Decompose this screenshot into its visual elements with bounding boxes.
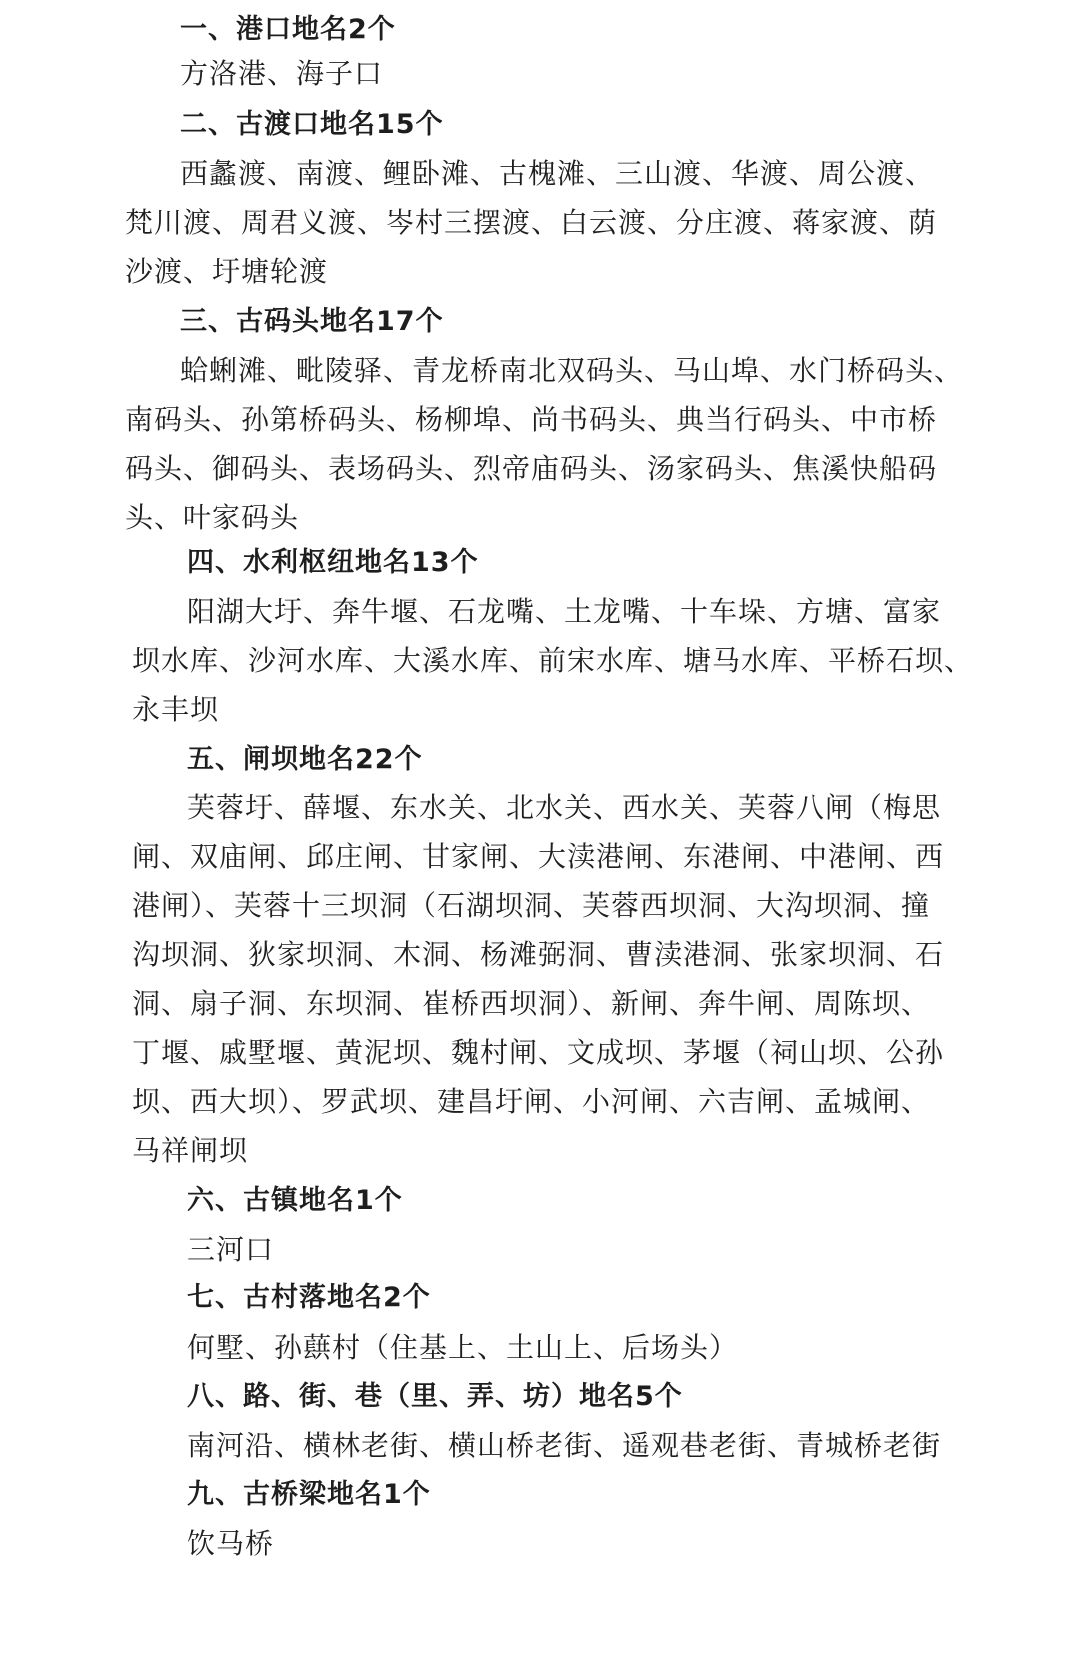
section-line: 沙渡、圩塘轮渡 [125,255,329,288]
section-line: 阳湖大圩、奔牛堰、石龙嘴、土龙嘴、十车垛、方塘、富家 [187,595,942,628]
section-line: 蛤蜊滩、毗陵驿、青龙桥南北双码头、马山埠、水门桥码头、 [180,354,964,387]
section-line: 坝、西大坝）、罗武坝、建昌圩闸、小河闸、六吉闸、孟城闸、 [132,1085,931,1118]
section-heading-wharves: 三、古码头地名17个 [180,306,444,337]
section-heading-hydraulic-hubs: 四、水利枢纽地名13个 [187,547,479,578]
section-heading-ferries: 二、古渡口地名15个 [180,109,444,140]
section-line: 永丰坝 [132,693,220,726]
section-line: 何墅、孙蕻村（住基上、土山上、后场头） [187,1331,739,1364]
section-line: 南码头、孙第桥码头、杨柳埠、尚书码头、典当行码头、中市桥 [125,403,938,436]
section-line: 沟坝洞、狄家坝洞、木洞、杨滩弼洞、曹渎港洞、张家坝洞、石 [132,938,945,971]
section-line: 芙蓉圩、薛堰、东水关、北水关、西水关、芙蓉八闸（梅思 [187,791,942,824]
section-line: 马祥闸坝 [132,1134,249,1167]
section-line: 三河口 [187,1233,275,1266]
section-heading-ancient-bridges: 九、古桥梁地名1个 [187,1479,431,1510]
section-line: 方洛港、海子口 [180,57,384,90]
section-line: 闸、双庙闸、邱庄闸、甘家闸、大渎港闸、东港闸、中港闸、西 [132,840,945,873]
section-heading-streets-lanes: 八、路、街、巷（里、弄、坊）地名5个 [187,1381,683,1412]
section-line: 坝水库、沙河水库、大溪水库、前宋水库、塘马水库、平桥石坝、 [132,644,974,677]
section-line: 梵川渡、周君义渡、岑村三摆渡、白云渡、分庄渡、蒋家渡、荫 [125,206,938,239]
section-line: 码头、御码头、表场码头、烈帝庙码头、汤家码头、焦溪快船码 [125,452,938,485]
section-heading-sluices-dams: 五、闸坝地名22个 [187,744,423,775]
section-line: 饮马桥 [187,1527,275,1560]
section-heading-ancient-town: 六、古镇地名1个 [187,1185,403,1216]
section-line: 南河沿、横林老街、横山桥老街、遥观巷老街、青城桥老街 [187,1429,942,1462]
section-line: 洞、扇子洞、东坝洞、崔桥西坝洞）、新闸、奔牛闸、周陈坝、 [132,987,931,1020]
section-line: 西蠡渡、南渡、鲤卧滩、古槐滩、三山渡、华渡、周公渡、 [180,157,935,190]
section-heading-ports: 一、港口地名2个 [180,14,396,45]
section-line: 港闸）、芙蓉十三坝洞（石湖坝洞、芙蓉西坝洞、大沟坝洞、撞 [132,889,931,922]
section-line: 丁堰、戚墅堰、黄泥坝、魏村闸、文成坝、茅堰（祠山坝、公孙 [132,1036,945,1069]
section-heading-ancient-villages: 七、古村落地名2个 [187,1282,431,1313]
section-line: 头、叶家码头 [125,501,300,534]
